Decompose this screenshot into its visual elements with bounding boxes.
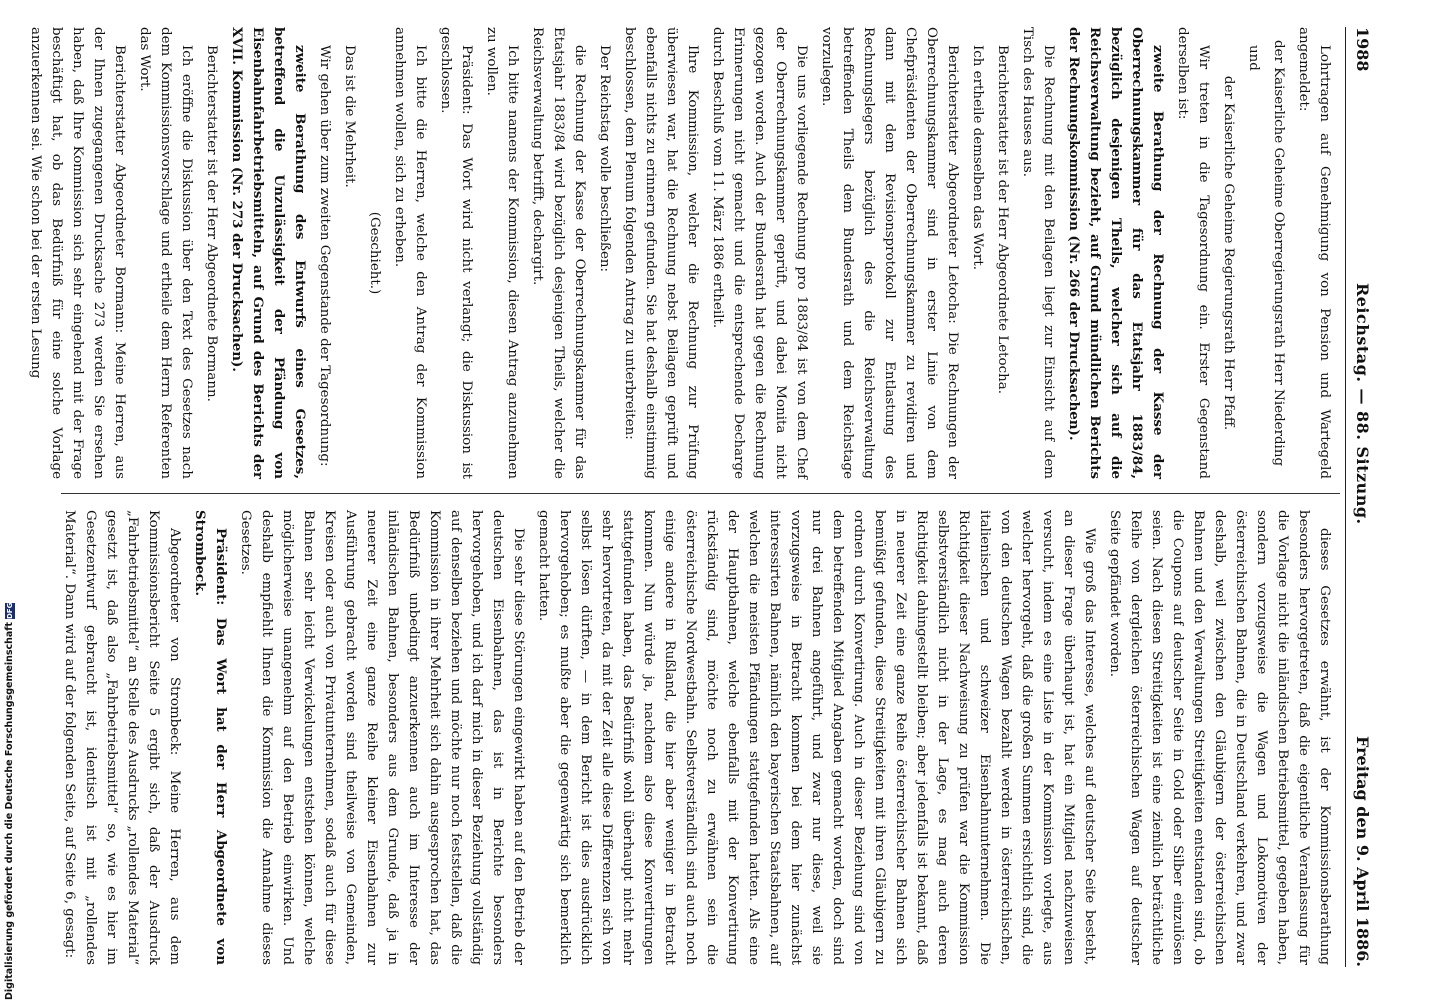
paragraph: Ihre Kommission, welcher die Rechnung zur Prüfung überwiesen war, hat die Rechnung nebst Beilagen geprüft und ebenfalls nichts zu erinnern gefunden. Sie hat deshalb einstimmig beschlossen, dem Plenum folgenden Antrag zu unterbreiten: <box>622 27 700 479</box>
paragraph: Wir treten in die Tagesordnung ein. Erster Gegenstand derselben ist: <box>1175 27 1211 479</box>
paragraph: Ich ertheile demselben das Wort. <box>970 45 985 270</box>
paragraph: Lohrtragen auf Genehmigung von Pension und Wartegeld angemeldet: <box>1296 27 1332 479</box>
page-title: Reichstag. — 88. Sitzung. <box>1353 282 1373 525</box>
left-column <box>28 27 1335 479</box>
paragraph: Die sehr diese Störungen eingewirkt haben auf den Betrieb der deutschen Eisenbahnen, das ist in Berichte besonders hervorgehoben, und ich darf mich in dieser Beziehung vollständig auf denselben beziehen und möchte nur noch feststellen, daß die Kommission in ihrer Mehrheit sich dahin ausgesprochen hat, das Bedürfniß unbedingt anzuerkennen auch im Interesse der inländischen Bahnen, besonders aus dem Grunde, daß ja in neuerer Zeit eine ganze Reihe kleiner Eisenbahnen zur Ausführung gebracht worden sind theilweise von Gemeinden, Kreisen oder auch von Privatunternehmen, sodaß auch für diese Bahnen sehr leicht Verwickelungen entstehen können, welche möglicherweise unangenehm auf den Betrieb einwirken. Und deshalb empfiehlt Ihnen die Kommission die Annahme dieses Gesetzes. <box>238 510 526 965</box>
paragraph: Wir gehen über zum zweiten Gegenstande der Tagesordnung: <box>317 45 332 467</box>
paragraph: der Kaiserliche Geheime Oberregierungsrath Herr Niederding <box>1271 39 1286 467</box>
paragraph: Berichterstatter Abgeordneter Bormann: Meine Herren, aus der Ihnen zugegangenen Drucksache 273 werden Sie ersehen haben, daß Ihre Kommission sich sehr eingehend mit der Frage beschäftigt hat, ob das Bedürfniß für eine solche Vorlage anzuerkennen sei. Wie schon bei der ersten Lesung <box>28 27 127 479</box>
footer-credit <box>2 604 18 1000</box>
paragraph: die Rechnung der Kasse der Oberrechnungskammer für das Etatsjahr 1883/84 wird bezüglich desjenigen Theils, welcher die Reichsverwaltung betrifft, dechargirt. <box>530 27 587 479</box>
document-page <box>28 5 1395 985</box>
paragraph: Berichterstatter Abgeordneter Letocha: Die Rechnungen der Oberrechnungskammer sind in erster Linie von dem Chefpräsidenten der Oberrechnungskammer zu revidiren und dann mit dem Revisionsprotokoll zur Entlastung des Rechnungslegers bezüglich des die Reichsverwaltung betreffenden Theils dem Bundesrath und dem Reichstage vorzulegen. <box>819 27 960 479</box>
paragraph: Berichterstatter ist der Herr Abgeordnete Bormann. <box>204 45 219 402</box>
footer-credit-text: Digitalisierung gefördert durch die Deutsche Forschungsgemeinschaft <box>4 622 15 1000</box>
paragraph: zweite Berathung des Entwurfs eines Gesetzes, betreffend die Unzulässigkeit der Pfändung von Eisenbahnfahrbetriebsmitteln, auf Grund des Berichts der XVII. Kommission (Nr. 273 der Drucksachen). <box>229 27 308 479</box>
paragraph: Präsident: Das Wort wird nicht verlangt; die Diskussion ist geschlossen. <box>438 27 474 479</box>
page-date: Freitag den 9. April 1886. <box>1353 736 1373 967</box>
paragraph: Ich bitte namens der Kommission, diesen Antrag anzunehmen zu wollen. <box>484 27 520 479</box>
dfg-logo: DFG <box>6 602 14 620</box>
paragraph: Ich bitte die Herren, welche den Antrag der Kommission annehmen wollen, sich zu erheben. <box>392 27 428 479</box>
paragraph: Ich eröffne die Diskussion über den Text des Gesetzes nach dem Kommissionsvorschlage und ertheile dem Herrn Referenten das Wort. <box>137 27 194 479</box>
paragraph: Berichterstatter ist der Herr Abgeordnete Letocha. <box>995 45 1010 394</box>
paragraph: zweite Berathung der Rechnung der Kasse der Oberrechnungskammer für das Etatsjahr 1883/84, bezüglich desjenigen Theils, welcher sich auf die Reichsverwaltung bezieht, auf Grund mündlichen Berichts der Rechnungskommission (Nr. 266 der Drucksachen). <box>1066 27 1166 479</box>
paragraph: Die Rechnung mit den Beilagen liegt zur Einsicht auf dem Tisch des Hauses aus. <box>1020 27 1056 479</box>
paragraph: dieses Gesetzes erwähnt, ist der Kommissionsberathung besonders hervorgetreten, daß die eigentliche Veranlassung für die Vorlage nicht die inländischen Betriebsmittel, gegeben haben, sondern vorzugsweise die Wagen und Lokomotiven der österreichischen Bahnen, die in Deutschland verkehren, und zwar deshalb, weil zwischen den Gläubigern der österreichischen Bahnen und den Verwaltungen Streitigkeiten entstanden sind, ob die Coupons auf deutscher Seite in Gold oder Silber einzulösen seien. Nach diesen Streitigkeiten ist eine ziemlich beträchtliche Reihe von dergleichen österreichischen Wagen auf deutscher Seite gepfändet worden. <box>1107 510 1332 965</box>
paragraph: Abgeordneter von Strombeck: Meine Herren, aus dem Kommissionsbericht Seite 5 ergibt sich, daß der Ausdruck „Fahrbetriebsmittel“ an Stelle des Ausdrucks „rollendes Material“ gesetzt ist, daß also „Fahrbetriebsmittel“ so, wie es hier im Gesetzentwurf gebraucht ist, identisch ist mit „rollendes Material“. Dann wird auf der folgenden Seite, auf Seite 6, gesagt: <box>62 510 182 965</box>
right-column <box>62 510 1335 965</box>
header-rule <box>1345 27 1346 967</box>
paragraph: (Geschieht.) <box>367 211 382 295</box>
paragraph: Präsident: Das Wort hat der Herr Abgeordnete von Strombeck. <box>192 510 229 965</box>
column-divider <box>61 493 1340 494</box>
page-header <box>1349 27 1377 967</box>
paragraph: der Kaiserliche Geheime Regierungsrath Herr Pfaff. <box>1221 75 1236 431</box>
paragraph: Wie groß das Interesse, welches auf deutscher Seite besteht, an dieser Frage überhaupt ist, hat ein Mitglied nachzuweisen versucht, indem es eine Liste in der Kommission vorlegte, aus welcher hervorgeht, daß die großen Summen ersichtlich sind, die von den deutschen Wagen bezahlt werden in österreichischen, italienischen und schweizer Eisenbahnunternehmen. Die Richtigkeit dieser Nachweisung zu prüfen war die Kommission selbstverständlich nicht in der Lage, es mag auch deren Richtigkeit dahingestellt bleiben; aber jedenfalls ist bekannt, daß in neuerer Zeit eine ganze Reihe österreichischer Bahnen sich bemüßigt gefunden, diese Streitigkeiten mit ihren Gläubigern zu ordnen durch Konvertirung. Auch in dieser Beziehung sind von dem betreffenden Mitglied Angaben gemacht worden, doch sind nur drei Bahnen angeführt, und zwar nur diese, weil sie vorzugsweise in Betracht kommen bei dem hier zunächst interessirten Bahnen, nämlich den bayerischen Staatsbahnen, auf welchen die meisten Pfändungen stattgefunden hatten. Als eine der Hauptbahnen, welche ebenfalls mit der Konvertirung rückständig sind, möchte noch zu erwähnen sein die österreichische Nordwestbahn. Selbstverständlich sind auch noch einige andere in Rußland, die hier aber weniger in Betracht kommen. Nun würde ja, nachdem also diese Konvertirungen stattgefunden haben, das Bedürfniß wohl überhaupt nicht mehr sehr hervortreten, da mit der Zeit alle diese Differenzen sich von selbst lösen dürften, — in dem Bericht ist dies ausdrücklich hervorgehoben; es mußte aber die gegenwärtig sich bemerklich gemacht hatten. <box>536 510 1097 965</box>
paragraph: und <box>1246 45 1261 71</box>
paragraph: Das ist die Mehrheit. <box>342 45 357 188</box>
page-number: 1988 <box>1353 27 1373 72</box>
paragraph: Die uns vorliegende Rechnung pro 1883/84 ist von dem Chef der Oberrechnungskammer geprüft, und dabei Monita nicht gezogen worden. Auch der Bundesrath hat gegen die Rechnung Erinnerungen nicht gemacht und die entsprechende Decharge durch Beschluß vom 11. März 1886 ertheilt. <box>710 27 809 479</box>
paragraph: Der Reichstag wolle beschließen: <box>597 45 612 273</box>
